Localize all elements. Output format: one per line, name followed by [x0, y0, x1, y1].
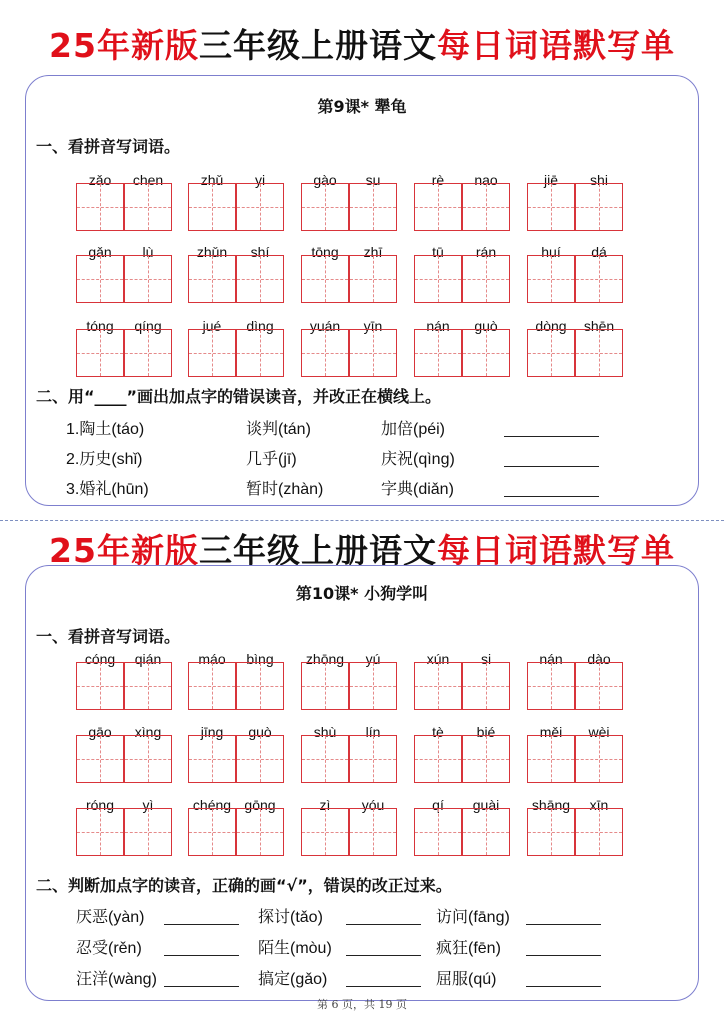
- writing-box[interactable]: [124, 183, 172, 231]
- answer-line[interactable]: [504, 436, 599, 437]
- pinyin: bié: [476, 724, 496, 740]
- writing-box[interactable]: [349, 662, 397, 710]
- title-red-1: 25年新版: [49, 531, 199, 570]
- pinyin: rán: [475, 244, 497, 260]
- writing-box[interactable]: [575, 329, 623, 377]
- writing-box[interactable]: [527, 662, 575, 710]
- pinyin: bìng: [246, 651, 274, 667]
- writing-box[interactable]: [236, 329, 284, 377]
- answer-line[interactable]: [526, 955, 601, 956]
- pronunciation-item: 屈服(qú): [436, 971, 497, 988]
- pinyin: qí: [432, 797, 444, 813]
- writing-box[interactable]: [301, 329, 349, 377]
- pinyin: cóng: [84, 651, 116, 667]
- pronunciation-item: 1.陶土(táo): [66, 421, 145, 438]
- pronunciation-item: 厌恶(yàn): [76, 909, 145, 926]
- answer-line[interactable]: [346, 924, 421, 925]
- writing-box[interactable]: [462, 735, 510, 783]
- pinyin: dòng: [535, 318, 567, 334]
- title-red-2: 每日词语默写单: [436, 26, 675, 65]
- pronunciation-item: 疯狂(fēn): [436, 940, 501, 957]
- pronunciation-item: 探讨(tǎo): [258, 909, 323, 926]
- pinyin: xún: [426, 651, 450, 667]
- pinyin: su: [365, 172, 381, 188]
- pronunciation-item: 3.婚礼(hūn): [66, 481, 149, 498]
- writing-box[interactable]: [349, 329, 397, 377]
- writing-box[interactable]: [575, 735, 623, 783]
- section-2-heading: 二、用“____”画出加点字的错误读音，并改正在横线上。: [36, 387, 442, 406]
- pinyin: chéng: [192, 797, 232, 813]
- pronunciation-item: 庆祝(qìng): [381, 451, 455, 468]
- pinyin: gōng: [244, 797, 276, 813]
- pronunciation-item: 谈判(tán): [246, 421, 311, 438]
- writing-box[interactable]: [188, 662, 236, 710]
- lesson-card-10: [25, 565, 699, 1001]
- pinyin: huí: [541, 244, 561, 260]
- answer-line[interactable]: [504, 466, 599, 467]
- pinyin: yú: [365, 651, 381, 667]
- writing-box[interactable]: [414, 808, 462, 856]
- page-title-1: [0, 20, 724, 67]
- pinyin: shí: [250, 244, 270, 260]
- writing-box[interactable]: [188, 183, 236, 231]
- writing-box[interactable]: [188, 329, 236, 377]
- pinyin: xīn: [589, 797, 609, 813]
- pinyin: nao: [474, 172, 498, 188]
- pinyin: yīn: [363, 318, 383, 334]
- writing-box[interactable]: [301, 808, 349, 856]
- pinyin: wèi: [588, 724, 610, 740]
- pinyin: zhōng: [305, 651, 345, 667]
- pinyin: yi: [254, 172, 266, 188]
- title-red-1: 25年新版: [49, 26, 199, 65]
- writing-box[interactable]: [236, 808, 284, 856]
- pinyin: róng: [85, 797, 115, 813]
- writing-box[interactable]: [188, 808, 236, 856]
- pinyin: rè: [431, 172, 445, 188]
- writing-box[interactable]: [414, 255, 462, 303]
- writing-box[interactable]: [188, 255, 236, 303]
- writing-box[interactable]: [575, 662, 623, 710]
- answer-line[interactable]: [164, 924, 239, 925]
- answer-line[interactable]: [526, 924, 601, 925]
- pinyin: guò: [248, 724, 272, 740]
- writing-box[interactable]: [527, 329, 575, 377]
- pronunciation-item: 几乎(jī): [246, 451, 297, 468]
- writing-box[interactable]: [236, 255, 284, 303]
- writing-box[interactable]: [527, 735, 575, 783]
- pinyin: guài: [472, 797, 500, 813]
- title-black: 三年级上册语文: [198, 26, 437, 65]
- writing-box[interactable]: [236, 662, 284, 710]
- pinyin: lù: [142, 244, 154, 260]
- title-black: 三年级上册语文: [198, 531, 437, 570]
- writing-box[interactable]: [188, 735, 236, 783]
- page-divider: [0, 520, 724, 521]
- pinyin: nán: [426, 318, 450, 334]
- pinyin: chen: [132, 172, 164, 188]
- lesson-card-9: [25, 75, 699, 506]
- pinyin: yì: [142, 797, 154, 813]
- pinyin: zǎo: [88, 172, 112, 188]
- pronunciation-item: 忍受(rěn): [76, 940, 142, 957]
- pinyin: gǎn: [88, 244, 112, 260]
- pronunciation-item: 加倍(péi): [381, 421, 446, 438]
- pinyin: dá: [591, 244, 607, 260]
- pinyin: shēn: [583, 318, 615, 334]
- writing-box[interactable]: [527, 183, 575, 231]
- writing-box[interactable]: [527, 808, 575, 856]
- writing-box[interactable]: [76, 735, 124, 783]
- pronunciation-item: 访问(fāng): [436, 909, 510, 926]
- pronunciation-item: 陌生(mòu): [258, 940, 332, 957]
- pinyin: tè: [432, 724, 444, 740]
- pinyin: shāng: [531, 797, 571, 813]
- writing-box[interactable]: [76, 183, 124, 231]
- pronunciation-item: 字典(diǎn): [381, 481, 454, 498]
- writing-box[interactable]: [414, 662, 462, 710]
- section-2-heading: 二、判断加点字的读音，正确的画“√”，错误的改正过来。: [36, 876, 452, 895]
- writing-box[interactable]: [349, 808, 397, 856]
- writing-box[interactable]: [462, 183, 510, 231]
- pinyin: yuán: [309, 318, 341, 334]
- pinyin: si: [480, 651, 492, 667]
- pinyin: tōng: [311, 244, 339, 260]
- title-red-2: 每日词语默写单: [436, 531, 675, 570]
- writing-box[interactable]: [575, 183, 623, 231]
- pinyin: zhǔn: [196, 244, 228, 260]
- writing-box[interactable]: [301, 255, 349, 303]
- pinyin: tū: [432, 244, 444, 260]
- section-1-heading: 一、看拼音写词语。: [36, 137, 181, 156]
- pinyin: xìng: [134, 724, 162, 740]
- pinyin: nán: [539, 651, 563, 667]
- answer-line[interactable]: [526, 986, 601, 987]
- writing-box[interactable]: [462, 808, 510, 856]
- pinyin: zì: [319, 797, 331, 813]
- writing-box[interactable]: [76, 329, 124, 377]
- pinyin: měi: [539, 724, 563, 740]
- pinyin: lín: [365, 724, 381, 740]
- writing-box[interactable]: [124, 255, 172, 303]
- writing-box[interactable]: [124, 808, 172, 856]
- pronunciation-item: 2.历史(shǐ): [66, 451, 143, 468]
- pronunciation-item: 暂时(zhàn): [246, 481, 324, 498]
- writing-box[interactable]: [76, 662, 124, 710]
- pinyin: shi: [590, 172, 608, 188]
- writing-box[interactable]: [462, 255, 510, 303]
- pinyin: guò: [474, 318, 498, 334]
- writing-box[interactable]: [349, 183, 397, 231]
- pinyin: qíng: [134, 318, 162, 334]
- answer-line[interactable]: [164, 986, 239, 987]
- pinyin: qián: [134, 651, 162, 667]
- answer-line[interactable]: [504, 496, 599, 497]
- pinyin: jué: [202, 318, 222, 334]
- answer-line[interactable]: [346, 986, 421, 987]
- writing-box[interactable]: [575, 255, 623, 303]
- answer-line[interactable]: [164, 955, 239, 956]
- answer-line[interactable]: [346, 955, 421, 956]
- writing-box[interactable]: [124, 662, 172, 710]
- pinyin: máo: [198, 651, 226, 667]
- writing-box[interactable]: [462, 329, 510, 377]
- writing-box[interactable]: [414, 183, 462, 231]
- lesson-title: 第9课* 犟龟: [317, 97, 407, 116]
- writing-box[interactable]: [124, 329, 172, 377]
- writing-box[interactable]: [124, 735, 172, 783]
- writing-box[interactable]: [301, 735, 349, 783]
- writing-box[interactable]: [76, 255, 124, 303]
- section-1-heading: 一、看拼音写词语。: [36, 627, 181, 646]
- pinyin: dìng: [246, 318, 274, 334]
- page-footer: 第 6 页，共 19 页: [317, 998, 407, 1011]
- pinyin: gào: [313, 172, 337, 188]
- writing-box[interactable]: [301, 662, 349, 710]
- pinyin: jiē: [543, 172, 558, 188]
- pinyin: zhī: [363, 244, 383, 260]
- writing-box[interactable]: [527, 255, 575, 303]
- pinyin: gāo: [88, 724, 112, 740]
- pinyin: tóng: [86, 318, 114, 334]
- pinyin: jīng: [200, 724, 224, 740]
- writing-box[interactable]: [236, 183, 284, 231]
- pinyin: yóu: [361, 797, 385, 813]
- pronunciation-item: 汪洋(wàng): [76, 971, 157, 988]
- writing-box[interactable]: [301, 183, 349, 231]
- writing-box[interactable]: [349, 255, 397, 303]
- pronunciation-item: 搞定(gǎo): [258, 971, 328, 988]
- writing-box[interactable]: [349, 735, 397, 783]
- lesson-title: 第10课* 小狗学叫: [295, 584, 429, 603]
- pinyin: dào: [587, 651, 611, 667]
- writing-box[interactable]: [76, 808, 124, 856]
- writing-box[interactable]: [575, 808, 623, 856]
- pinyin: shù: [313, 724, 337, 740]
- pinyin: zhǔ: [200, 172, 224, 188]
- writing-box[interactable]: [462, 662, 510, 710]
- writing-box[interactable]: [414, 735, 462, 783]
- writing-box[interactable]: [236, 735, 284, 783]
- writing-box[interactable]: [414, 329, 462, 377]
